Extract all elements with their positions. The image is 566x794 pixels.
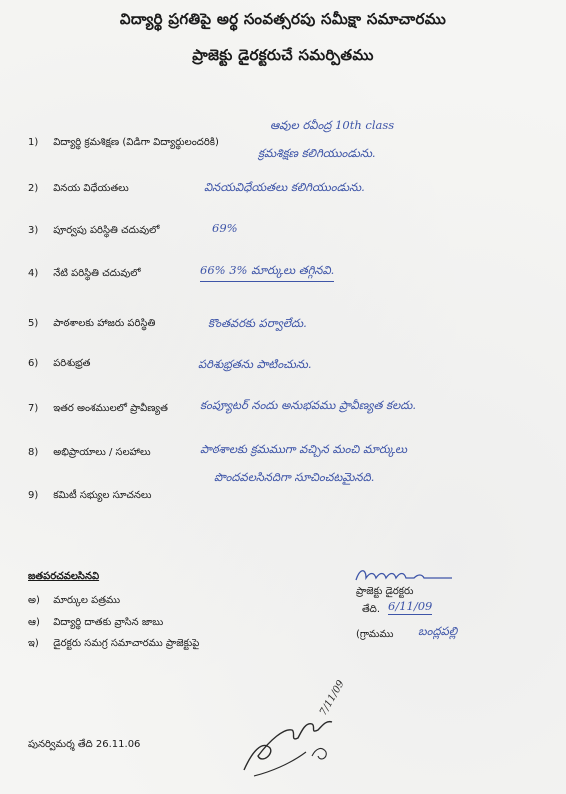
handwritten-answer: ఆవుల రవీంద్ర 10th class	[270, 118, 395, 132]
item-number: 4)	[28, 268, 39, 279]
item-7	[28, 402, 168, 416]
item-number: 2)	[28, 183, 39, 194]
item-label: విద్యార్థి క్రమశిక్షణ (విడిగా విద్యార్థులందరికి)	[53, 137, 219, 148]
item-8	[28, 446, 151, 460]
item-label: పాఠశాలకు హాజరు పరిస్థితి	[53, 318, 156, 329]
enclosure-item: ఆ) విద్యార్థి దాతకు వ్రాసిన జాబు	[28, 617, 164, 628]
village-value: బంద్లపల్లి	[418, 624, 458, 638]
item-9	[28, 489, 151, 503]
item-label: పూర్వపు పరిస్థితి చదువులో	[53, 225, 160, 236]
page-title: విద్యార్థి ప్రగతిపై అర్థ సంవత్సరపు సమీక్షా సమాచారము	[119, 10, 447, 28]
page-subtitle: ప్రాజెక్టు డైరక్టరుచే సమర్పితము	[192, 46, 374, 64]
item-2	[28, 182, 129, 196]
handwritten-answer: పరిశుభ్రతను పాటించును.	[198, 357, 312, 371]
handwritten-signature	[240, 700, 350, 780]
enclosure-item: ఇ) డైరక్టరు సమగ్ర సమాచారము ప్రాజెక్టుపై	[28, 638, 200, 649]
enclosure-item: అ) మార్కుల పత్రము	[28, 595, 121, 606]
item-label: అభిప్రాయాలు / సలహాలు	[53, 447, 151, 458]
item-label: నేటి పరిస్థితి చదువులో	[53, 268, 141, 279]
item-number: 8)	[28, 447, 39, 458]
item-3	[28, 224, 159, 238]
item-label: పరిశుభ్రత	[53, 358, 91, 369]
item-label: వినయ విధేయతలు	[53, 183, 129, 194]
item-4	[28, 267, 141, 281]
director-role: ప్రాజెక్టు డైరక్టరు	[356, 586, 414, 597]
item-label: కమిటీ సభ్యుల సూచనలు	[53, 490, 152, 501]
handwritten-answer: కొంతవరకు పర్వాలేదు.	[208, 316, 307, 330]
date-value: 6/11/09	[388, 599, 433, 613]
handwritten-answer: పొందవలసినదిగా సూచించటమైనది.	[214, 470, 375, 484]
handwritten-answer: పాఠశాలకు క్రమముగా వచ్చిన మంచి మార్కులు	[200, 442, 407, 456]
item-number: 1)	[28, 137, 39, 148]
enclosures-heading: జతపరచవలసినవి	[28, 571, 100, 582]
handwritten-note: 7/11/09	[318, 678, 347, 718]
village-label: (గ్రామము	[356, 629, 394, 640]
handwritten-answer: కంప్యూటర్ నందు అనుభవము ప్రావీణ్యత కలదు.	[200, 398, 416, 412]
item-label: ఇతర అంశములలో ప్రావీణ్యత	[53, 403, 168, 414]
item-1	[28, 136, 219, 150]
handwritten-answer: క్రమశిక్షణ కలిగియుండును.	[258, 146, 376, 160]
handwritten-answer: 66% 3% మార్కులు తగ్గినవి.	[200, 263, 334, 282]
handwritten-answer: వినయవిధేయతలు కలిగియుండును.	[204, 180, 365, 194]
handwritten-answer: 69%	[212, 221, 238, 235]
item-number: 6)	[28, 358, 39, 369]
item-number: 9)	[28, 490, 39, 501]
item-number: 5)	[28, 318, 39, 329]
date-label: తేది.	[362, 604, 381, 615]
item-6	[28, 357, 90, 371]
item-number: 7)	[28, 403, 39, 414]
item-5	[28, 317, 155, 331]
item-number: 3)	[28, 225, 39, 236]
revision-date: పునర్విమర్శ తేది 26.11.06	[28, 739, 141, 750]
